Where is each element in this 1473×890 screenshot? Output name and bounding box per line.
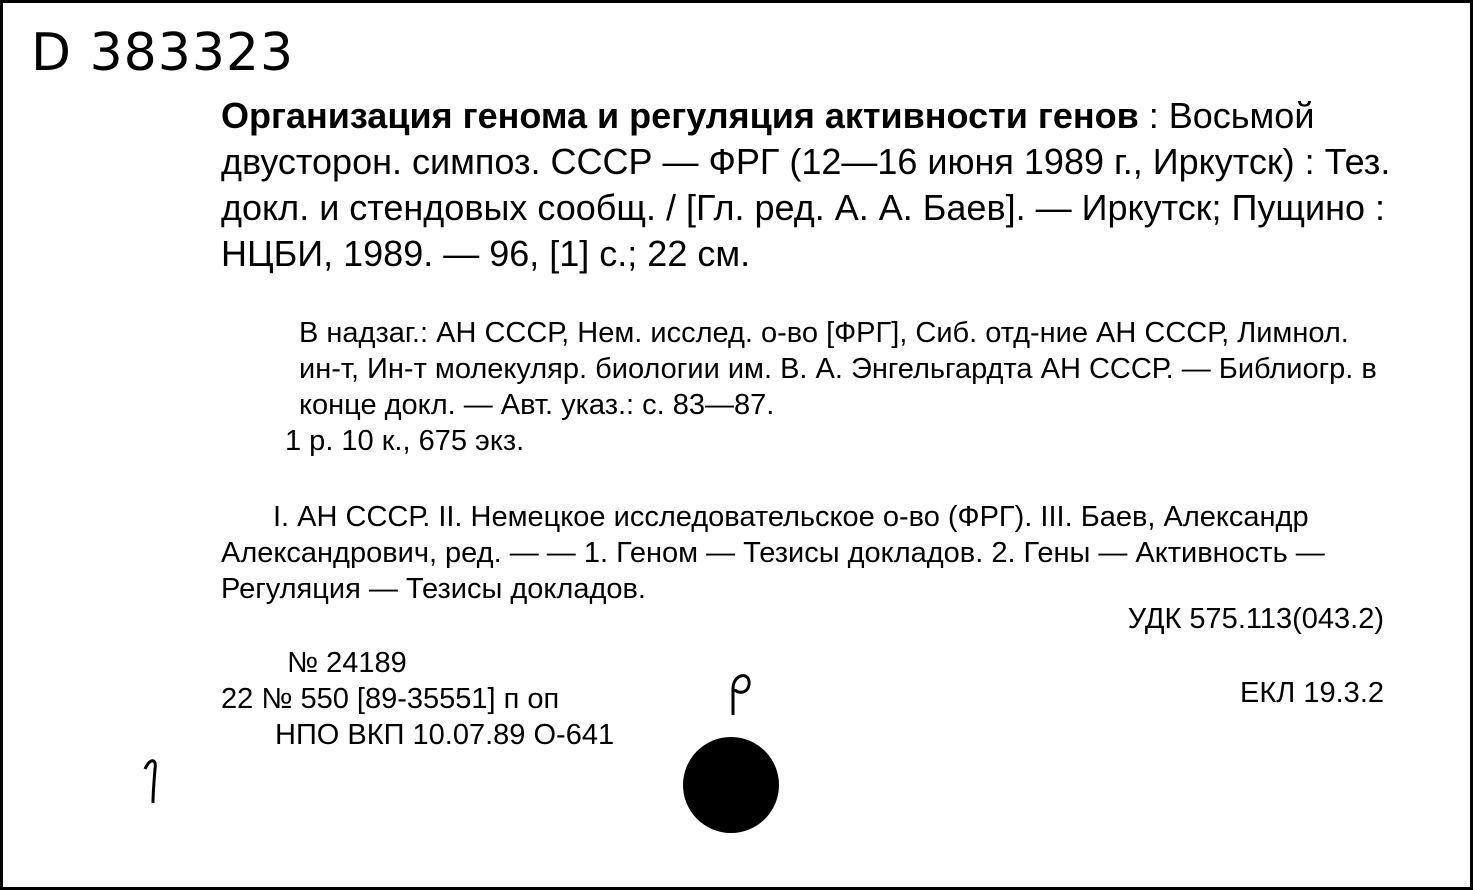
punched-hole bbox=[683, 737, 779, 833]
note-text: В надзаг.: АН СССР, Нем. исслед. о-во [ФРГ], Сиб. отд-ние АН СССР, Лимнол. ин-т, Ин-т молекуляр. биологии им. В. А. Энгельгардта АН СССР. — Библиогр. в конце докл. — Авт. указ.: с. 83—87. bbox=[299, 317, 1377, 421]
call-number: D 383323 bbox=[31, 23, 295, 83]
ekl-code: ЕКЛ 19.3.2 bbox=[1240, 677, 1384, 709]
publisher-stamp: НПО ВКП 10.07.89 О-641 bbox=[275, 719, 615, 751]
handwritten-mark-icon bbox=[719, 667, 755, 717]
price-text: 1 р. 10 к., 675 экз. bbox=[285, 425, 525, 457]
bibliographic-description bbox=[221, 93, 1391, 277]
tracings-text: I. АН СССР. II. Немецкое исследовательское о-во (ФРГ). III. Баев, Александр Александрович, ред. — — 1. Геном — Тезисы докладов. 2. Гены — Активность — Регуляция — Тезисы докладов. bbox=[221, 501, 1325, 605]
imprint-text: : Восьмой двусторон. симпоз. СССР — ФРГ (12—16 июня 1989 г., Иркутск) : Тез. докл. и стендовых сообщ. / [Гл. ред. А. А. Баев]. — Иркутск; Пущино : НЦБИ, 1989. — 96, [1] с.; 22 см. bbox=[221, 95, 1391, 274]
tracings bbox=[221, 499, 1387, 607]
udk-code: УДК 575.113(043.2) bbox=[1127, 603, 1384, 635]
order-number: 22 № 550 [89-35551] п оп bbox=[221, 683, 560, 715]
handwritten-number-icon bbox=[139, 755, 167, 805]
accession-number: № 24189 bbox=[287, 647, 407, 679]
notes-block bbox=[221, 315, 1387, 459]
book-title: Организация генома и регуляция активности генов bbox=[221, 95, 1139, 136]
